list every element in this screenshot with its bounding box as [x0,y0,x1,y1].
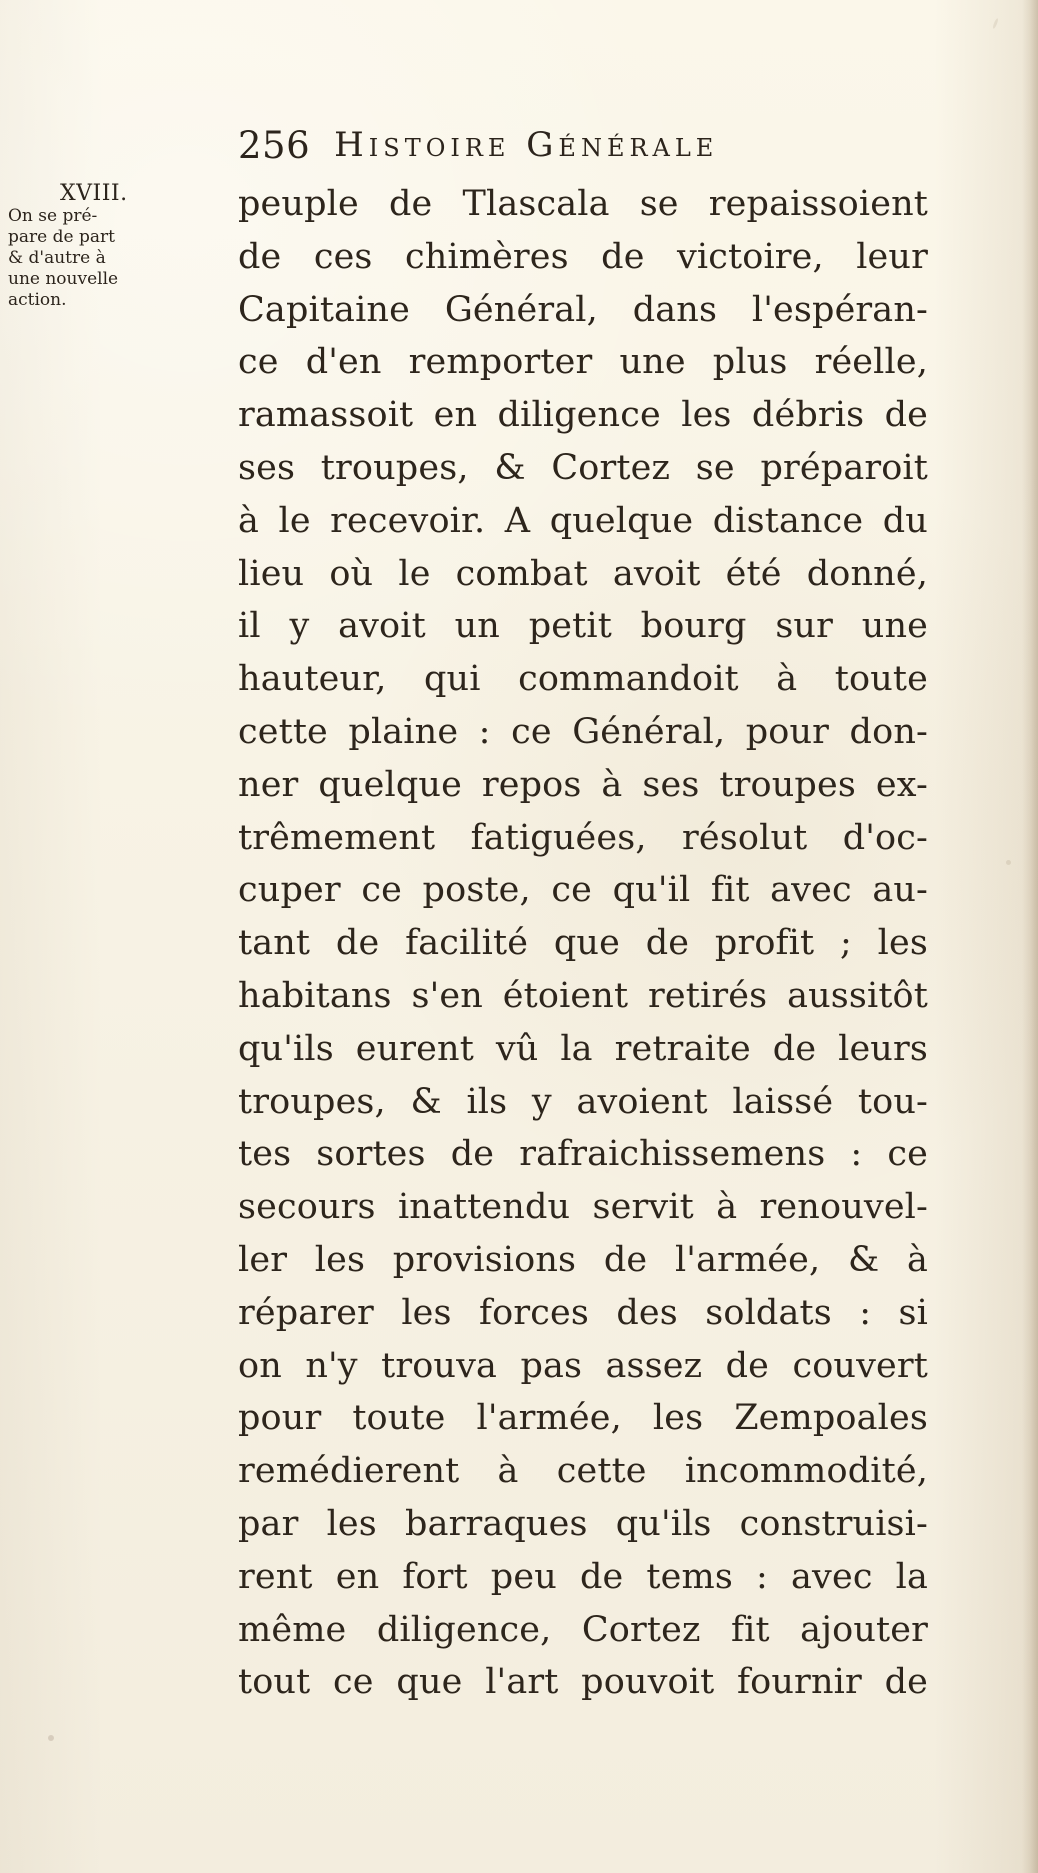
text-line: lieu où le combat avoit été donné, [238,553,928,594]
text-line: cette plaine : ce Général, pour don- [238,711,928,752]
running-head [238,120,928,170]
text-line: troupes, & ils y avoient laissé tou- [238,1081,928,1122]
text-line: peuple de Tlascala se repaissoient [238,184,928,224]
text-line: Capitaine Général, dans l'espéran- [238,289,928,330]
text-line: cuper ce poste, ce qu'il fit avec au- [238,870,928,911]
text-line: remédierent à cette incommodité, [238,1451,928,1492]
text-line: on n'y trouva pas assez de couvert [238,1345,928,1386]
text-line: ner quelque repos à ses troupes ex- [238,764,928,805]
text-line: tes sortes de rafraichissemens : ce [238,1134,928,1175]
paper-blemish [48,1735,54,1741]
margin-note-number: XVIII. [60,181,128,206]
margin-note [8,182,228,311]
running-title: Histoire Générale [334,125,719,165]
text-line: à le recevoir. A quelque distance du [238,500,928,541]
text-line: qu'ils eurent vû la retraite de leurs [238,1028,928,1069]
margin-note-line: pare de part [8,227,115,247]
text-line: rent en fort peu de tems : avec la [238,1556,928,1597]
text-line: trêmement fatiguées, résolut d'oc- [238,817,928,858]
text-line: même diligence, Cortez fit ajouter [238,1609,928,1650]
text-line: tant de facilité que de profit ; les [238,923,928,964]
page-edge-shadow [1022,0,1038,1873]
margin-note-line: action. [8,290,67,310]
page-number: 256 [238,123,311,167]
text-line: par les barraques qu'ils construisi- [238,1503,928,1544]
paper-blemish [1006,860,1011,865]
text-line: ramassoit en diligence les débris de [238,395,928,436]
text-line: tout ce que l'art pouvoit fournir de [238,1662,928,1703]
text-line: secours inattendu servit à renouvel- [238,1187,928,1228]
text-line: ses troupes, & Cortez se préparoit [238,447,928,488]
text-line: hauteur, qui commandoit à toute [238,659,928,700]
text-line: pour toute l'armée, les Zempoales [238,1398,928,1439]
main-text [238,178,928,1709]
text-line: de ces chimères de victoire, leur [238,236,928,277]
paper-blemish [992,18,999,29]
text-line: réparer les forces des soldats : si [238,1292,928,1333]
margin-note-line: On se pré- [8,206,98,226]
margin-note-line: & d'autre à [8,248,106,268]
text-line: ce d'en remporter une plus réelle, [238,342,928,383]
text-line: habitans s'en étoient retirés aussitôt [238,975,928,1016]
margin-note-line: une nouvelle [8,269,119,289]
text-line: ler les provisions de l'armée, & à [238,1239,928,1280]
text-line: il y avoit un petit bourg sur une [238,606,928,647]
